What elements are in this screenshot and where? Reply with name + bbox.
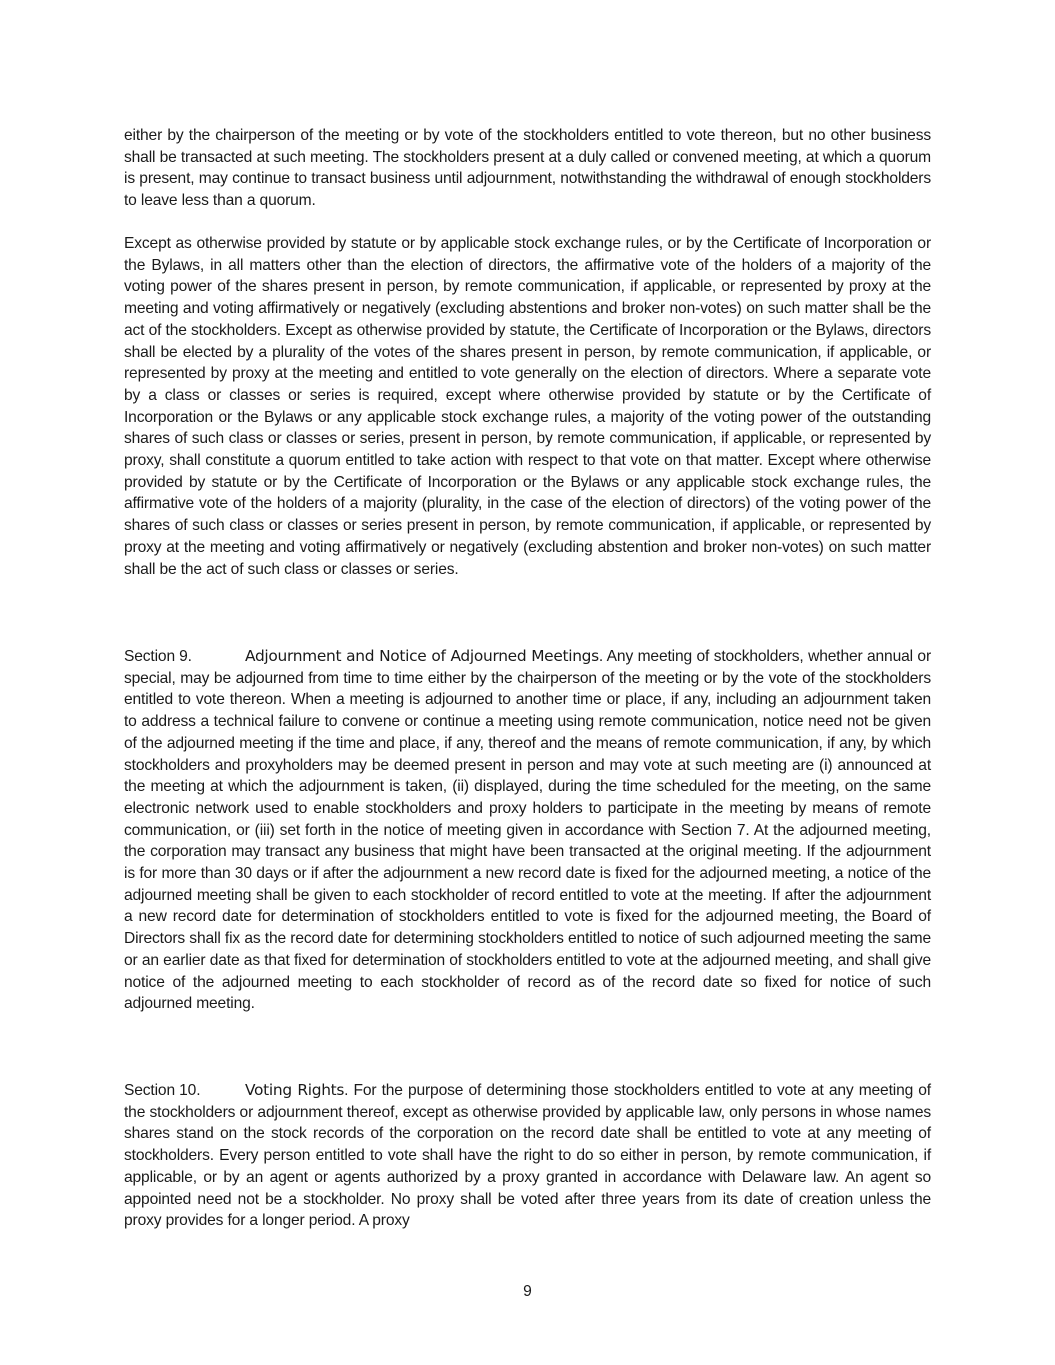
section-9-number: Section 9. <box>124 648 192 665</box>
section-10-body: . For the purpose of determining those stockholders entitled to vote at any meeting of the stockholders or adjournment thereof, except as otherwise provided by applicable law, only persons in whose names shares stand on the stock records of the corporation on the record date shall be entitled to vote at any meeting of stockholders. Every person entitled to vote shall have the right to do so either in person, by remote communication, if applicable, or by an agent or agents authorized by a proxy granted in accordance with Delaware law. An agent so appointed need not be a stockholder. No proxy shall be voted after three years from its date of creation unless the proxy provides for a longer period. A proxy <box>124 1082 931 1230</box>
section-9-title: Adjournment and Notice of Adjourned Meetings <box>245 647 599 665</box>
section-10-number: Section 10. <box>124 1082 201 1099</box>
paragraph-quorum-continuation: either by the chairperson of the meeting or by vote of the stockholders entitled to vote thereon, but no other business shall be transacted at such meeting. The stockholders present at a duly called or convened meeting, at which a quorum is present, may continue to transact business until adjournment, notwithstanding the withdrawal of enough stockholders to leave less than a quorum. <box>124 127 931 210</box>
paragraph-voting-majority: Except as otherwise provided by statute or by applicable stock exchange rules, or by the Certificate of Incorporation or the Bylaws, in all matters other than the election of directors, the affirmative vote of the holders of a majority of the voting power of the shares present in person, by remote communication, if applicable, or represented by proxy at the meeting and voting affirmatively or negatively (excluding abstentions and broker non-votes) on such matter shall be the act of the stockholders. Except as otherwise provided by statute, the Certificate of Incorporation or the Bylaws, directors shall be elected by a plurality of the votes of the shares present in person, by remote communication, if applicable, or represented by proxy at the meeting and entitled to vote generally on the election of directors. Where a separate vote by a class or classes or series is required, except where otherwise provided by statute or by the Certificate of Incorporation or the Bylaws or any applicable stock exchange rules, a majority of the voting power of the outstanding shares of such class or classes or series, present in person, by remote communication, if applicable, or represented by proxy, shall constitute a quorum entitled to take action with respect to that vote on that matter. Except where otherwise provided by statute or by the Certificate of Incorporation or the Bylaws or any applicable stock exchange rules, the affirmative vote of the holders of a majority (plurality, in the case of the election of directors) of the voting power of the shares of such class or classes or series present in person, by remote communication, if applicable, or represented by proxy at the meeting and voting affirmatively or negatively (excluding abstention and broker non-votes) on such matter shall be the act of such class or classes or series. <box>124 235 931 578</box>
section-10-title: Voting Rights <box>245 1081 345 1099</box>
section-10-voting-rights <box>124 1080 931 1232</box>
page-number: 9 <box>523 1283 532 1300</box>
section-9-adjournment <box>124 646 931 1015</box>
section-9-body: . Any meeting of stockholders, whether annual or special, may be adjourned from time to time either by the chairperson of the meeting or by the vote of the stockholders entitled to vote thereon. When a meeting is adjourned to another time or place, if any, including an adjournment taken to address a technical failure to convene or continue a meeting using remote communication, notice need not be given of the adjourned meeting if the time and place, if any, thereof and the means of remote communication, if any, by which stockholders and proxyholders may be deemed present in person and may vote at such meeting are (i) announced at the meeting at which the adjournment is taken, (ii) displayed, during the time scheduled for the meeting, on the same electronic network used to enable stockholders and proxy holders to participate in the meeting by means of remote communication, or (iii) set forth in the notice of meeting given in accordance with Section 7. At the adjourned meeting, the corporation may transact any business that might have been transacted at the original meeting. If the adjournment is for more than 30 days or if after the adjournment a new record date is fixed for the adjourned meeting, a notice of the adjourned meeting shall be given to each stockholder of record entitled to vote at the meeting. If after the adjournment a new record date for determination of stockholders entitled to vote is fixed for the adjourned meeting, the Board of Directors shall fix as the record date for determining stockholders entitled to notice of such adjourned meeting the same or an earlier date as that fixed for determination of stockholders entitled to vote at the adjourned meeting, and shall give notice of the adjourned meeting to each stockholder of record as of the record date so fixed for notice of such adjourned meeting. <box>124 648 931 1013</box>
